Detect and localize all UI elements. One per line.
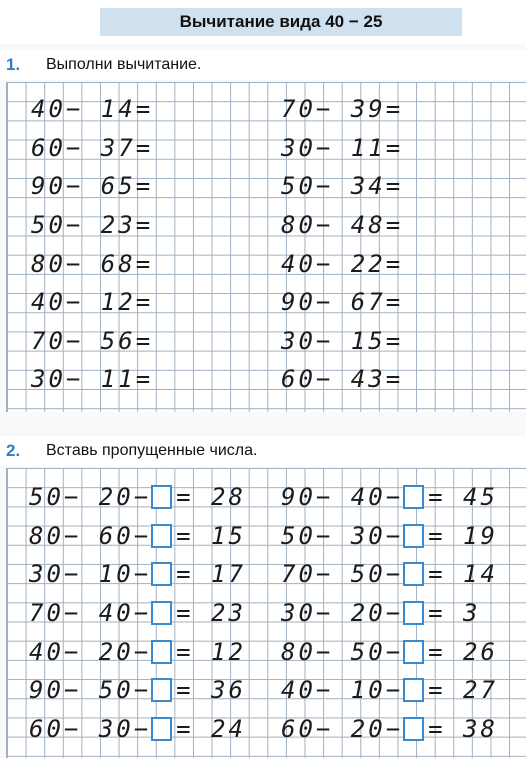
equation-left-part: 90− 40−	[281, 483, 404, 512]
task2-right-column	[281, 478, 498, 748]
page-title: Вычитание вида 40 − 25	[179, 12, 383, 31]
equation-right-part: = 28	[176, 483, 246, 512]
expression: 90− 67=	[281, 288, 404, 317]
equation-left-part: 80− 50−	[281, 637, 404, 666]
equation-left-part: 40− 20−	[29, 637, 152, 666]
equation-right-part: = 24	[176, 714, 246, 743]
missing-number-box[interactable]	[403, 601, 424, 625]
equation-right-part: = 45	[428, 483, 498, 512]
equation-right-part: = 12	[176, 637, 246, 666]
task2-grid	[6, 468, 526, 758]
expression: 30− 15=	[281, 326, 404, 355]
missing-number-box[interactable]	[403, 562, 424, 586]
expression: 40− 12=	[31, 288, 154, 317]
equation-row	[29, 478, 246, 517]
missing-number-box[interactable]	[151, 485, 172, 509]
expression: 50− 23=	[31, 211, 154, 240]
task1-left-column	[31, 90, 153, 399]
equation-right-part: = 19	[428, 521, 498, 550]
task2-instruction: Вставь пропущенные числа.	[46, 442, 258, 459]
equation-row	[281, 478, 498, 517]
equation-left-part: 90− 50−	[29, 676, 152, 705]
task1-header	[0, 50, 526, 80]
task2-left-column	[29, 478, 246, 748]
title-bar	[100, 8, 462, 36]
expression: 70− 56=	[31, 326, 154, 355]
equation-row	[281, 517, 498, 556]
equation-right-part: = 23	[176, 599, 246, 628]
missing-number-box[interactable]	[403, 717, 424, 741]
equation-row	[29, 517, 246, 556]
equation-left-part: 80− 60−	[29, 521, 152, 550]
expression: 50− 34=	[281, 172, 404, 201]
equation-right-part: = 3	[428, 599, 481, 628]
title-band	[0, 0, 526, 44]
equation-left-part: 30− 10−	[29, 560, 152, 589]
equation-left-part: 40− 10−	[281, 676, 404, 705]
equation-left-part: 60− 20−	[281, 714, 404, 743]
equation-row	[281, 671, 498, 710]
expression: 40− 22=	[281, 249, 404, 278]
missing-number-box[interactable]	[151, 678, 172, 702]
task1-number: 1.	[6, 55, 21, 74]
equation-right-part: = 14	[428, 560, 498, 589]
equation-row	[29, 594, 246, 633]
task2-header	[0, 436, 526, 466]
equation-left-part: 60− 30−	[29, 714, 152, 743]
missing-number-box[interactable]	[403, 640, 424, 664]
equation-left-part: 50− 30−	[281, 521, 404, 550]
equation-row	[281, 710, 498, 749]
expression: 30− 11=	[31, 365, 154, 394]
equation-left-part: 70− 40−	[29, 599, 152, 628]
equation-row	[29, 671, 246, 710]
expression: 80− 48=	[281, 211, 404, 240]
missing-number-box[interactable]	[403, 524, 424, 548]
task1-grid	[6, 82, 526, 412]
equation-row	[29, 632, 246, 671]
expression: 30− 11=	[281, 133, 404, 162]
equation-right-part: = 17	[176, 560, 246, 589]
equation-left-part: 50− 20−	[29, 483, 152, 512]
equation-left-part: 30− 20−	[281, 599, 404, 628]
equation-right-part: = 27	[428, 676, 498, 705]
missing-number-box[interactable]	[151, 717, 172, 741]
equation-right-part: = 38	[428, 714, 498, 743]
missing-number-box[interactable]	[151, 524, 172, 548]
task1-instruction: Выполни вычитание.	[46, 56, 202, 73]
missing-number-box[interactable]	[151, 640, 172, 664]
equation-right-part: = 26	[428, 637, 498, 666]
equation-row	[281, 594, 498, 633]
equation-row	[29, 555, 246, 594]
expression: 40− 14=	[31, 95, 154, 124]
missing-number-box[interactable]	[403, 485, 424, 509]
equation-row	[281, 632, 498, 671]
task2-number: 2.	[6, 441, 21, 460]
expression: 60− 37=	[31, 133, 154, 162]
equation-right-part: = 36	[176, 676, 246, 705]
equation-row	[281, 555, 498, 594]
expression: 90− 65=	[31, 172, 154, 201]
expression: 70− 39=	[281, 95, 404, 124]
missing-number-box[interactable]	[151, 562, 172, 586]
missing-number-box[interactable]	[151, 601, 172, 625]
equation-right-part: = 15	[176, 521, 246, 550]
expression: 60− 43=	[281, 365, 404, 394]
equation-left-part: 70− 50−	[281, 560, 404, 589]
missing-number-box[interactable]	[403, 678, 424, 702]
equation-row	[29, 710, 246, 749]
expression: 80− 68=	[31, 249, 154, 278]
task1-right-column	[281, 90, 403, 399]
